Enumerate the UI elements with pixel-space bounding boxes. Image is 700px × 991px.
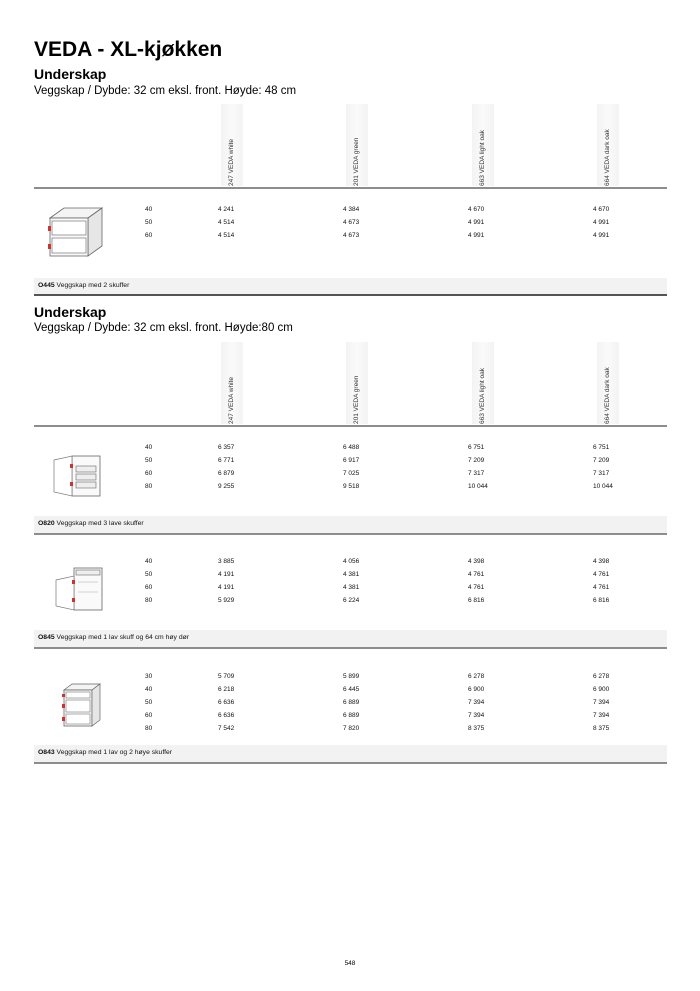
column-header-label: 664 VEDA dark oak (604, 129, 611, 186)
width-cell: 40 (145, 686, 153, 693)
product-name: Veggskap med 3 lave skuffer (56, 520, 144, 527)
section-subtitle: Veggskap / Dybde: 32 cm eksl. front. Høyde: 48 cm (34, 85, 297, 97)
price-cell: 6 278 (593, 673, 610, 680)
column-header-label: 247 VEDA white (228, 377, 235, 424)
price-cell: 4 761 (468, 584, 485, 591)
column-header-label: 201 VEDA green (353, 137, 360, 186)
width-cell: 80 (145, 597, 153, 604)
price-cell: 4 056 (343, 558, 360, 565)
price-cell: 4 761 (593, 584, 610, 591)
price-cell: 5 899 (343, 673, 360, 680)
price-cell: 6 636 (218, 712, 235, 719)
section-subtitle: Veggskap / Dybde: 32 cm eksl. front. Høyde:80 cm (34, 322, 293, 334)
price-cell: 10 044 (468, 483, 488, 490)
price-cell: 6 636 (218, 699, 235, 706)
column-header-cell (346, 104, 368, 186)
price-cell: 6 488 (343, 444, 360, 451)
price-cell: 7 542 (218, 725, 235, 732)
price-cell: 6 879 (218, 470, 235, 477)
price-cell: 4 241 (218, 206, 235, 213)
width-cell: 60 (145, 470, 153, 477)
width-cell: 50 (145, 571, 153, 578)
width-cell: 80 (145, 725, 153, 732)
width-cell: 30 (145, 673, 153, 680)
price-cell: 7 317 (593, 470, 610, 477)
cabinet-2-drawers-icon (44, 206, 106, 262)
price-cell: 6 218 (218, 686, 235, 693)
price-cell: 4 761 (593, 571, 610, 578)
column-header-cell (472, 342, 494, 424)
column-header-cell (597, 104, 619, 186)
product-name: Veggskap med 1 lav skuff og 64 cm høy dør (56, 634, 190, 641)
price-cell: 7 209 (593, 457, 610, 464)
price-cell: 4 514 (218, 232, 235, 239)
price-cell: 6 816 (593, 597, 610, 604)
product-divider (34, 533, 667, 535)
price-cell: 4 514 (218, 219, 235, 226)
price-cell: 7 394 (593, 699, 610, 706)
column-header-cell (221, 104, 243, 186)
price-cell: 6 771 (218, 457, 235, 464)
price-cell: 4 673 (343, 232, 360, 239)
price-cell: 4 991 (468, 232, 485, 239)
price-cell: 6 900 (593, 686, 610, 693)
product-name: Veggskap med 1 lav og 2 høye skuffer (56, 749, 173, 756)
column-header-label: 664 VEDA dark oak (604, 367, 611, 424)
price-cell: 7 394 (593, 712, 610, 719)
header-divider (34, 187, 667, 189)
price-cell: 6 889 (343, 712, 360, 719)
price-cell: 4 991 (593, 219, 610, 226)
product-description (38, 520, 144, 527)
width-cell: 40 (145, 206, 153, 213)
product-code: O845 (38, 634, 55, 641)
column-header-label: 663 VEDA light oak (479, 129, 486, 186)
width-cell: 50 (145, 457, 153, 464)
width-cell: 80 (145, 483, 153, 490)
cabinet-drawer-and-door-icon (52, 564, 108, 614)
column-header-cell (221, 342, 243, 424)
price-cell: 4 381 (343, 571, 360, 578)
price-cell: 4 761 (468, 571, 485, 578)
product-divider (34, 762, 667, 764)
price-cell: 6 816 (468, 597, 485, 604)
price-cell: 10 044 (593, 483, 613, 490)
price-cell: 4 381 (343, 584, 360, 591)
product-code: O843 (38, 749, 55, 756)
column-header-cell (472, 104, 494, 186)
price-cell: 6 751 (468, 444, 485, 451)
column-header-label: 663 VEDA light oak (479, 367, 486, 424)
product-code: O820 (38, 520, 55, 527)
price-cell: 7 394 (468, 712, 485, 719)
width-cell: 40 (145, 558, 153, 565)
width-cell: 40 (145, 444, 153, 451)
price-cell: 7 820 (343, 725, 360, 732)
price-cell: 6 889 (343, 699, 360, 706)
price-cell: 4 670 (593, 206, 610, 213)
width-cell: 60 (145, 584, 153, 591)
price-cell: 4 670 (468, 206, 485, 213)
price-cell: 5 709 (218, 673, 235, 680)
price-cell: 9 255 (218, 483, 235, 490)
width-cell: 60 (145, 712, 153, 719)
page-title: VEDA - XL-kjøkken (34, 38, 223, 61)
price-cell: 4 191 (218, 584, 235, 591)
width-cell: 50 (145, 699, 153, 706)
price-cell: 6 900 (468, 686, 485, 693)
price-cell: 9 518 (343, 483, 360, 490)
width-cell: 50 (145, 219, 153, 226)
price-cell: 4 191 (218, 571, 235, 578)
price-cell: 7 394 (468, 699, 485, 706)
price-cell: 4 991 (468, 219, 485, 226)
product-name: Veggskap med 2 skuffer (56, 282, 130, 289)
section-title: Underskap (34, 66, 107, 82)
column-header-cell (346, 342, 368, 424)
price-cell: 6 224 (343, 597, 360, 604)
width-cell: 60 (145, 232, 153, 239)
product-description (38, 282, 129, 289)
price-cell: 4 673 (343, 219, 360, 226)
product-divider (34, 647, 667, 649)
price-cell: 7 317 (468, 470, 485, 477)
price-cell: 6 445 (343, 686, 360, 693)
column-header-cell (597, 342, 619, 424)
price-cell: 5 929 (218, 597, 235, 604)
product-description (38, 634, 189, 641)
cabinet-1-low-2-high-drawers-icon (56, 680, 106, 730)
price-cell: 3 885 (218, 558, 235, 565)
product-description (38, 749, 172, 756)
price-cell: 7 209 (468, 457, 485, 464)
price-cell: 6 278 (468, 673, 485, 680)
price-cell: 7 025 (343, 470, 360, 477)
column-header-label: 201 VEDA green (353, 375, 360, 424)
cabinet-3-low-drawers-icon (50, 452, 106, 500)
page-number: 548 (344, 960, 356, 967)
price-cell: 4 398 (468, 558, 485, 565)
section-title: Underskap (34, 304, 107, 320)
price-cell: 8 375 (468, 725, 485, 732)
price-cell: 4 398 (593, 558, 610, 565)
section-divider (34, 294, 667, 296)
header-divider (34, 425, 667, 427)
column-header-label: 247 VEDA white (228, 139, 235, 186)
price-cell: 6 751 (593, 444, 610, 451)
price-cell: 6 917 (343, 457, 360, 464)
price-cell: 4 991 (593, 232, 610, 239)
price-cell: 8 375 (593, 725, 610, 732)
product-code: O445 (38, 282, 55, 289)
price-cell: 6 357 (218, 444, 235, 451)
price-cell: 4 384 (343, 206, 360, 213)
